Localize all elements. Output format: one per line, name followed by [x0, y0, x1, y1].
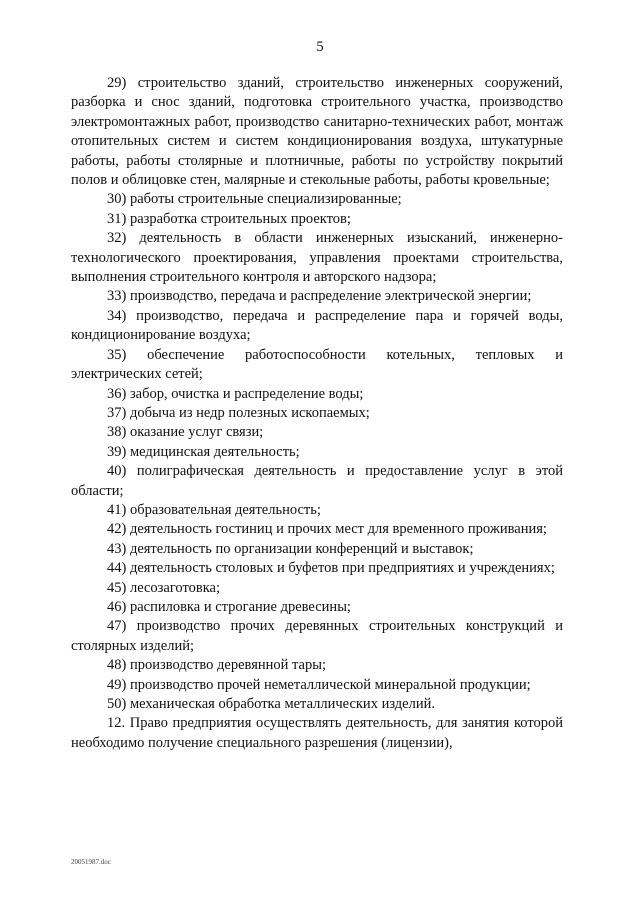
- paragraph-item-47: 47) производство прочих деревянных строительных конструкций и столярных изделий;: [71, 618, 563, 654]
- page-number: 5: [316, 39, 324, 55]
- paragraph-item-41: 41) образовательная деятельность;: [107, 501, 321, 518]
- paragraph-item-32: 32) деятельность в области инженерных изысканий, инженерно-технологического проектирования, управления проектами строительства, выполнения строительного контроля и авторского надзора;: [71, 230, 563, 286]
- paragraph-item-50: 50) механическая обработка металлических изделий.: [107, 696, 435, 712]
- paragraph-item-44: 44) деятельность столовых и буфетов при предприятиях и учреждениях;: [107, 560, 555, 577]
- paragraph-item-30: 30) работы строительные специализированные;: [107, 191, 402, 208]
- document-body: [71, 74, 563, 753]
- paragraph-item-38: 38) оказание услуг связи;: [107, 424, 264, 441]
- paragraph-item-34: 34) производство, передача и распределение пара и горячей воды, кондиционирование воздуха;: [71, 307, 563, 344]
- paragraph-item-35: 35) обеспечение работоспособности котельных, тепловых и электрических сетей;: [71, 346, 563, 383]
- paragraph-item-37: 37) добыча из недр полезных ископаемых;: [107, 404, 370, 421]
- paragraph-item-46: 46) распиловка и строгание древесины;: [107, 598, 351, 615]
- footer-filename: 20051987.doc: [71, 858, 111, 866]
- paragraph-item-42: 42) деятельность гостиниц и прочих мест для временного проживания;: [107, 521, 547, 538]
- paragraph-item-36: 36) забор, очистка и распределение воды;: [107, 385, 364, 402]
- paragraph-item-49: 49) производство прочей неметаллической минеральной продукции;: [107, 676, 531, 693]
- paragraph-item-39: 39) медицинская деятельность;: [107, 443, 300, 460]
- paragraph-item-40: 40) полиграфическая деятельность и предоставление услуг в этой области;: [71, 463, 563, 499]
- paragraph-item-33: 33) производство, передача и распределение электрической энергии;: [107, 288, 532, 305]
- paragraph-item-29: 29) строительство зданий, строительство инженерных сооружений, разборка и снос зданий, подготовка строительного участка, производство электромонтажных работ, производство санитарно-технических работ, монтаж отопительных систем и систем кондиционирования воздуха, штукатурные работы, работы столярные и плотничные, работы по устройству покрытий полов и облицовке стен, малярные и стекольные работы, работы кровельные;: [71, 75, 563, 189]
- paragraph-item-43: 43) деятельность по организации конференций и выставок;: [107, 540, 474, 557]
- paragraph-item-48: 48) производство деревянной тары;: [107, 657, 327, 674]
- section-12-paragraph: 12. Право предприятия осуществлять деятельность, для занятия которой необходимо получение специального разрешения (лицензии),: [71, 715, 563, 751]
- paragraph-item-45: 45) лесозаготовка;: [107, 579, 221, 596]
- paragraph-item-31: 31) разработка строительных проектов;: [107, 210, 351, 227]
